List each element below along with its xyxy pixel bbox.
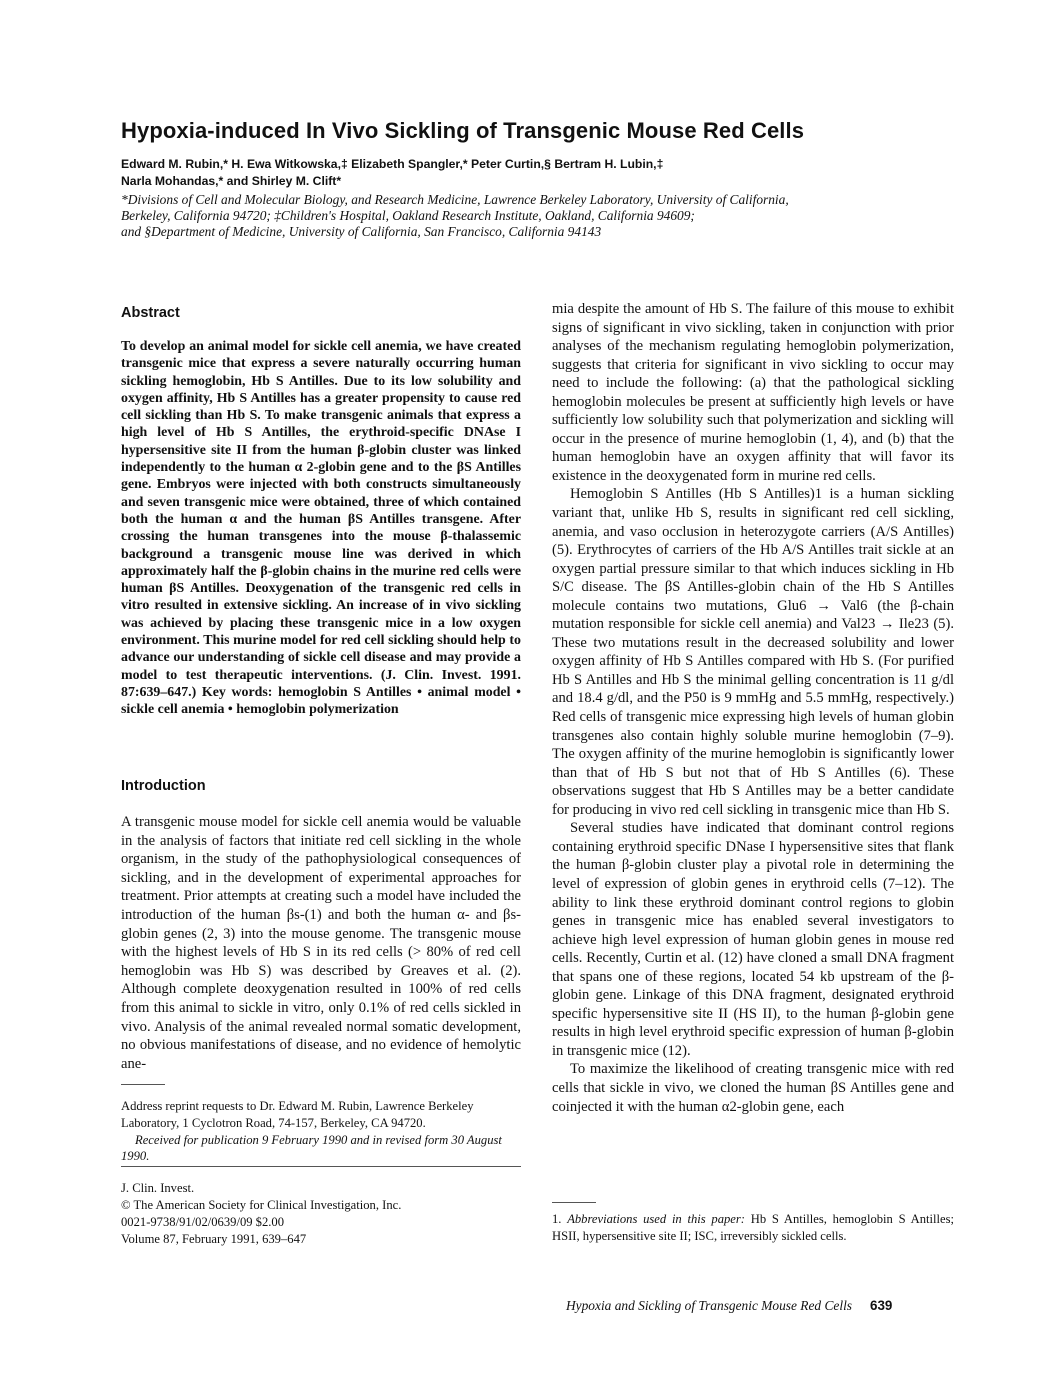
volume-pages: Volume 87, February 1991, 639–647 (121, 1232, 307, 1246)
footnote-label: 1. (552, 1212, 568, 1226)
copyright: © The American Society for Clinical Investigation, Inc. (121, 1198, 402, 1212)
footnote-divider-short (121, 1084, 165, 1085)
affiliation-line-1: *Divisions of Cell and Molecular Biology, and Research Medicine, Lawrence Berkeley Laboratory, University of California, (121, 192, 789, 207)
footnote-text: Hb S Antilles, hemoglobin S Antilles; HSII, hypersensitive site II; ISC, irreversibly sickled cells. (552, 1212, 954, 1243)
reprint-address: Address reprint requests to Dr. Edward M. Rubin, Lawrence Berkeley Laboratory, 1 Cyclotron Road, 74-157, Berkeley, CA 94720. (121, 1099, 474, 1130)
affiliation-line-2: Berkeley, California 94720; ‡Children's Hospital, Oakland Research Institute, Oakland, California 94609; (121, 208, 695, 223)
abstract-heading: Abstract (121, 305, 180, 321)
author-list (121, 156, 961, 190)
paragraph-control-regions: Several studies have indicated that dominant control regions containing erythroid specific DNase I hypersensitive sites that flank the human β-globin cluster play a pivotal role in determining the level of expression of globin genes in erythroid cells (7–12). The ability to link these erythroid dominant control regions to globin genes in transgenic mice has enabled several investigators to achieve high level expression of human globin genes in mouse red cells. Recently, Curtin et al. (12) have cloned a small DNA fragment that spans one of these regions, located 54 kb upstream of the β-globin gene. Linkage of this DNA fragment, designated erythroid specific hypersensitive site II (HS II), to the human β-globin gene results in high level erythroid specific expression of human β-globin in transgenic mice (12). (552, 820, 954, 1059)
introduction-heading: Introduction (121, 778, 206, 794)
running-title: Hypoxia and Sickling of Transgenic Mouse Red Cells (566, 1298, 852, 1313)
paragraph-transgenic-strategy: To maximize the likelihood of creating transgenic mice with red cells that sickle in vivo, we cloned the human βS Antilles gene and coinjected it with the human α2-globin gene, each (552, 1061, 954, 1115)
authors-line-2: Narla Mohandas,* and Shirley M. Clift* (121, 174, 342, 188)
footnote-italic: Abbreviations used in this paper: (567, 1212, 745, 1226)
affiliation-line-3: and §Department of Medicine, University of California, San Francisco, California 94143 (121, 224, 602, 239)
received-dates: Received for publication 9 February 1990 and in revised form 30 August 1990. (121, 1132, 502, 1164)
page-number: 639 (870, 1298, 893, 1313)
right-column-body (552, 300, 954, 1116)
article-title: Hypoxia-induced In Vivo Sickling of Transgenic Mouse Red Cells (121, 118, 805, 143)
paragraph-continuation: mia despite the amount of Hb S. The failure of this mouse to exhibit signs of significant in vivo sickling, taken in conjunction with prior analyses of the mechanism regulating hemoglobin polymerization, suggests that criteria for significant in vivo sickling to occur may need to include the following: (a) that the pathological sickling hemoglobin molecules be present at sufficiently high levels or have sufficiently low solubility such that polymerization and sickling will occur in the presence of murine hemoglobin (1, 4), and (b) that the human hemoglobin have an oxygen affinity that will favor its existence in the deoxygenated form in murine red cells. (552, 301, 954, 484)
footnote-divider-long (121, 1166, 521, 1167)
journal-name: J. Clin. Invest. (121, 1181, 195, 1195)
footnote-divider-right (552, 1202, 596, 1203)
paragraph-hb-s-antilles: Hemoglobin S Antilles (Hb S Antilles)1 is a human sickling variant that, unlike Hb S, results in significant red cell sickling, anemia, and vaso occlusion in heterozygote carriers (A/S Antilles) (5). Erythrocytes of carriers of the Hb A/S Antilles trait sickle at an oxygen partial pressure similar to that which induces sickling in Hb S/C disease. The βS Antilles-globin chain of the Hb S Antilles molecule contains two mutations, Glu6 → Val6 (the β-chain mutation responsible for sickle cell anemia) and Val23 → Ile23 (5). These two mutations result in the decreased solubility and lower oxygen affinity of Hb S Antilles compared with Hb S. (For purified Hb S Antilles and Hb S the minimal gelling concentration is 11 g/dl and 18.4 g/dl, and the P50 is 9 mmHg and 5.5 mmHg, respectively.) Red cells of transgenic mice expressing high levels of human globin transgenes also contain highly soluble murine hemoglobin (7–9). The oxygen affinity of the murine hemoglobin is significantly lower than that of Hb S but not that of Hb S Antilles (6). These observations suggest that Hb S Antilles may be a better candidate for producing in vivo red cell sickling in transgenic mice than Hb S. (552, 486, 954, 818)
correspondence-note (121, 1098, 521, 1165)
journal-info (121, 1180, 521, 1248)
issn-price: 0021-9738/91/02/0639/09 $2.00 (121, 1215, 285, 1229)
introduction-text: A transgenic mouse model for sickle cell anemia would be valuable in the analysis of factors that initiate red cell sickling in the whole organism, in the study of the pathophysiological consequences of sickling, and in the development of experimental approaches for treatment. Prior attempts at creating such a model have included the introduction of the human βs-(1) and both the human α- and βs-globin genes (2, 3) into the mouse genome. The transgenic mouse with the highest levels of Hb S in its red cells (> 80% of red cell hemoglobin was Hb S) was described by Greaves et al. (2). Although complete deoxygenation resulted in 100% of red cells from this animal to sickle in vitro, only 0.1% of red cells sickled in vivo. Analysis of the animal revealed normal somatic development, no obvious manifestations of disease, and no evidence of hemolytic ane- (121, 814, 521, 1072)
affiliations (121, 192, 961, 240)
running-footer (566, 1298, 956, 1314)
abstract-text: To develop an animal model for sickle cell anemia, we have created transgenic mice that express a severe naturally occurring human sickling hemoglobin, Hb S Antilles. Due to its low solubility and oxygen affinity, Hb S Antilles has a greater propensity to cause red cell sickling than Hb S. To make transgenic animals that express a high level of Hb S Antilles, the erythroid-specific DNAse I hypersensitive site II from the human β-globin cluster was linked independently to the human α 2-globin gene and to the βS Antilles gene. Embryos were injected with both constructs simultaneously and seven transgenic mice were obtained, three of which contained both the human α and the human βS Antilles transgene. After crossing the human transgenes into the mouse β-thalassemic background a transgenic mouse line was derived in which approximately half the β-globin chains in the murine red cells were human βS Antilles. Deoxygenation of the transgenic red cells in vitro resulted in extensive sickling. An increase of in vivo sickling was achieved by placing these transgenic mice in a low oxygen environment. This murine model for red cell sickling should help to advance our understanding of sickle cell disease and may provide a model to test therapeutic interventions. (J. Clin. Invest. 1991. 87:639–647.) Key words: hemoglobin S Antilles • animal model • sickle cell anemia • hemoglobin polymerization (121, 339, 521, 718)
abbreviations-footnote (552, 1211, 954, 1245)
authors-line-1: Edward M. Rubin,* H. Ewa Witkowska,‡ Elizabeth Spangler,* Peter Curtin,§ Bertram H. Lubin,‡ (121, 157, 664, 171)
